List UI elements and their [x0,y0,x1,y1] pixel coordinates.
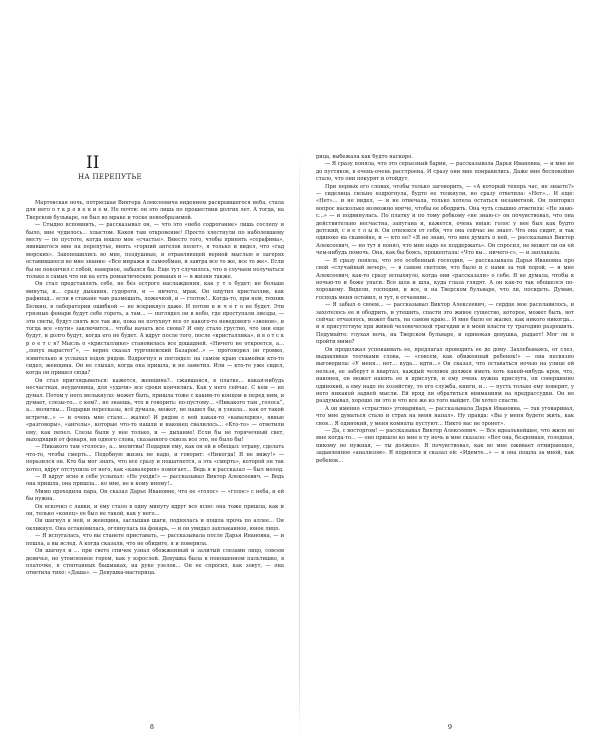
paragraph: — Я забыл о своем... — рассказывал Виктор Алексеевич, — сердце мое расплавилось, и захотелось ее и ободрить, и утешить, спасти это живое существо, которое, может быть, вот сейчас отчаялось, может быть, на самом краю... И мне было ее жалко, как никого никогда... и я присутствую при живой человеческой трагедии и в моей власти ту трагедию разрешить. Подумайте: глухая ночь, на Тверском бульваре, и одинокая девушка, рыдает! Мог ли я пройти мимо? [316,302,574,346]
paragraph: Он стал представлять себе, не без острого наслаждения, как у т о будет: не больше минуты, и... сразу дыхания, судороги, и — ничего, мрак. Он ощутил кристаллик, как рафинад... если в стакане чаю размешать, ложечкой, и — глоток!.. Когда-то, при нем, техник Белкин, в лаборатории ошибкой — не вскрикнул даже. И потом н и ч е г о не будет. Эти грязные фонари будут себе гореть, а там... — поглядел он в небо, где проступали звезды, — эти светы, будут сиять все так же, пока не потухнут все от какого-то неведомого «звонов», и тогда все «пути» заключится... чтобы начать все снова? И ему стало грустно, что они еще будут, и долго будут, когда его не будет. А вдруг после того, после «кристаллика», и в о т с к р о е т с я? Мысль о «кристаллике» становилась все дошадней. «Ничего не откроется, а... „лопух вырастет“», — верно сказал тургеневский Базаров!..» — проговорил он громко, язвительно и услыхал вздох рядом. Вздрогнул и поглядел: на самом краю скамейки кто-то сидел, женщина. Он не слыхал, когда она пришла, и не заметил. Или — кто-то уже сидел, когда он пришел сюда? [26,281,284,377]
paragraph: Мимо проходила пара, Он сказал Дарье Ивановне, что ее «голос» — «голос» с неба, и ей бы нужна. [26,488,284,503]
paragraph: При первых его словах, чтобы только заговорить, — «А который теперь час, не знаете?» — сиделица сильно вздрогнула, будто ее толкнули, но сразу ответила: «Нет»... И еще: «Нет»... и не видел, — и не отвечала, только хотела остаться незаметной. Он повторил вопрос насколько возможно мягче, чтобы ее ободрить. Она чуть слышно ответила: «Не знаю-с...» — и подвинулась. По платку и по тому робкому «не знаю-с» он почувствовал, что она действительно несчастна, запугана и, кажется, очень юная: голос у нее был как будто детский, с в е т л ы й. Он отвлекся от себя, что она сейчас не знает. Что она сидит, и так одиноко на скамейке, и — кто ее? «Я не знаю, что мне думать о ней, — рассказывал Виктор Алексеевич, — но тут я понял, что мне надо ее поддержать». Он спросил, не может ли он ей чем-нибудь помочь. Она, как бы боясь, прошептала: «Что вы... ничего-с», — и заплакала. [316,183,574,257]
paragraph: — Никакого там «голоса», а... молитвы! Подарки ему, как он ей и обещал: отраву, сделать что-то, чтобы смерть... Подобную жизнь не надо, и говорит: «Никогда! Я не вижу!» — поразился он. Кто бы мог знать, что все сразу и пошатнется, а эта «смерть», которой он так хотел, вдруг отступила от него, как «кавалерия» помогает... Ведь я и рассказал — был молод. [26,444,284,473]
chapter-number: II [86,153,100,173]
chapter-title: НА ПЕРЕПУТЬЕ [78,173,142,181]
paragraph: Он стал приглядываться: кажется, женщина?.. сжавшаяся, в платке... какая-нибудь несчастная, неудачница, для «удачи» все сроки кончились. Как у него сейчас. С кем — не думал. Потом у него мелькнуло: может быть, пришла тоже с каким-то концом и перед ним, и думает, слезы-то... с кем?.. не знаешь, что и говорить: по-пустому... «Никакого там „голоса“, а... молитвы... Подарки пересказы, всё думала, может, не нашел бы, и узнала... как от такой встречи...» — и очень мне стало... жалко! И рядом с ней какая-то «кавалерия», явные «разговоры», «ангелы», которые что-то нашли и наконец свалилось... «Кто-то» — ответили ему, как пепел. Слезы были у нее только, и — дыхание! Если бы не горячечный свет, выходящий от фонаря, ни одного слова, сказанного сквозь все это, не было бы! [26,377,284,443]
paragraph: Мартовская ночь, потрясшая Виктора Алексеевича видением раскрывшегося неба, стала для него о т к р о в е н и е м. Но почти: он это лишь по прошествии долгих лет. А тогда, на Тверском бульваре, он был во мраке и тоске невообразимой. [26,200,284,221]
paragraph: — Я вдруг ясно в себе услыхал: «Не уходи!» — рассказывал Виктор Алексеевич. — Ведь она пришла, она пришла... ко мне, не к кому иному!.. [26,474,284,488]
paragraph: — Да, с восторгом! — рассказывал Виктор Алексеевич. — Все идеальнейшее, что жило во мне когда-то... — оно пришло ко мне в ту ночь и мне сказало: «Вот она, бездомная, голодная, никому не нужная, — ты должен». Я почувствовал, как во мне оживает отмирающее, задавленное «анализом». Я поднялся и сказал ей: «Идемте...» — и она пошла за мной, как ребенок... [316,428,574,464]
paragraph: А он именно «страстно» уговаривал, — рассказывала Дарья Ивановна, — так уговаривал, что мне думаться стало и страх на меня напал». Ну правда: «Вы у меня будете жить, как своя... Я одинокий, у меня комнаты пустуют... Никто вас не тронет». [316,405,574,427]
paragraph: Он шагнул к ней, и женщина, заслышав шаги, поднялась и пошла прочь по аллее... Он окликнул. Она остановилась, оглянулась на фонарь, — и он увидал заплаканное, юное лицо. [26,518,284,532]
page-number-left: 8 [149,723,155,731]
right-page [300,0,600,750]
left-text-column [26,200,284,710]
paragraph: — Я сразу поняла, что это серьезный барин, — рассказывала Дарья Ивановна, — и мне не до пустяков, я очень-очень расстроена. И сразу они мне понравились. Даже мне беспокойно стало, что они покурят и отойдут. [316,161,574,183]
paragraph: Он шагнул и ... при свете спичек узнал обожженный и залитый слезами лицо, совсем девичье, но утомленное горем, как у взрослой. Девушка была в поношенном пальтишке, в платочке, в стоптанных башмаках, на руке узелок... Он ее спросил, как зовут, — она ответила тихо: «Даша». — Девушка-мастерица. [26,548,284,577]
chapter-heading [26,154,284,182]
paragraph: — Я испугалась, что вы станете приставать, — рассказывала после Дарья Ивановна, — и пошла, а вы вслед. А когда сказали, что не обидите, я и поверила. [26,533,284,547]
paragraph: рица, выбежала как будто наскоро. [316,154,413,160]
paragraph: — Стыдно вспомнить, — рассказывал он, — что это «небо содрогание» лишь сослепу и было, мне чудилось... хлыстом. Каков там откровение! Просто хлестнули по наболевшему месту — по пустоте, когда вошло мое «счастье». Вместо того, чтобы принять «серафима», явившегося мне на перепутье, внять «горний ангелов полет», я только и видел, что «гад морских». Закопошились во мне, поздушные, и отравляющей верной мыслью в лагерях оставившееся во мне знание: «Все миражи и самообман, и завтра все то же, все то же». Если бы не покончил с собой, наверное, забылся бы. Еще тут случилось, что я случаем получаться только в самых что ни на есть романтических романах и — в жизни также. [26,222,284,281]
paragraph: — Я сразу поняла, что это особенный господин, — рассказывала Дарья Ивановна про свой «случайный вечер», — в самом светлом, что было и с нами за той порой, — и мне Алексеевич, как-то сразу вспыхнуло, когда они «рассказали» о себе. Я не думала, чтобы к ночью-то и боже упаси. Все шла и шла, куда глаза глядят. А он как-то так обошелся по-хорошему. Видели, господин, и все, и на Тверском бульваре, что ли, посидеть. Думаю, господь меня оставил, и тут, в отчаянии... [316,257,574,301]
paragraph: Он продолжал успокаивать ее, предлагал проводить ее до дому. Захлебываясь, от слез, выдавливая толчками слова, — «совсем, как обиженный ребенок!» — она несвязно выговорила: «У меня... нет... куда... идти...» Он сказал, что оставаться ночью на улице ей нельзя, ее заберут в квартал, каждый человек должен иметь хоть какой-нибудь кров, что, наконец, он может нанять ее в прислуги, и ему очень нужна прислуга, он совершенно одинокий, а ему надо по хозяйству, то его служба, книги, и... — пусть только ему поверит, у него никакой задней мысли. Ей вряд ли обратиться вниманиям на предрассудки. Он не раздумывал, хорошо ли это и что все же из того выйдет. Он хотел спасти. [316,346,574,405]
paragraph: Он вскочил с лавки, и ему стало в одну минуту вдруг все ясно: она тоже пришла, как и он, только «конец» ее был не такой, как у него... [26,503,284,518]
page-number-right: 9 [447,723,453,731]
right-text-column [316,154,574,712]
